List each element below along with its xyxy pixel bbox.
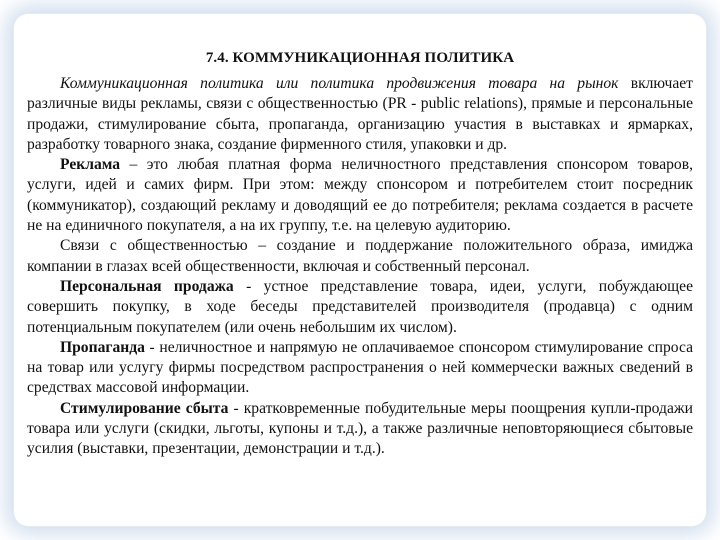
personal-selling-text: - устное представление товара, идеи, услуги, побуждающее совершить покупку, в ходе беседы представителей производителя (продавца) с одним потенциальным покупателем (или очень небольшим их числом).	[27, 277, 694, 336]
term-propaganda: Пропаганда	[60, 338, 145, 356]
paragraph-personal-selling	[27, 277, 693, 338]
advertising-text: – это любая платная форма неличностного представления спонсором товаров, услуги, идей и самих фирм. При этом: между спонсором и потребителем стоит посредник (коммуникатор), создающий рекламу и доводящий ее до потребителя; реклама создается в расчете не на единичного покупателя, а на их группу, т.е. на целевую аудиторию.	[27, 156, 693, 235]
paragraph-propaganda	[27, 338, 693, 399]
term-personal-selling: Персональная продажа	[60, 277, 234, 295]
page-title: 7.4. КОММУНИКАЦИОННАЯ ПОЛИТИКА	[205, 50, 515, 66]
propaganda-text: - неличностное и напрямую не оплачиваемое спонсором стимулирование спроса на товар или услугу фирмы посредством распространения о ней коммерчески важных сведений в средствах массовой информации.	[27, 338, 693, 397]
intro-text: включает различные виды рекламы, связи с общественностью (PR - public relations), прямые и персональные продажи, стимулирование сбыта, пропаганда, организацию участия в выставках и ярмарках, разработку товарного знака, создание фирменного стиля, упаковки и др.	[27, 75, 693, 153]
term-advertising: Реклама	[60, 156, 121, 174]
paragraph-sales-promotion	[27, 399, 693, 460]
paragraph-intro	[27, 74, 693, 155]
term-sales-promotion: Стимулирование сбыта	[60, 399, 229, 417]
body-text	[27, 50, 693, 460]
public-relations-text: Связи с общественностью – создание и поддержание положительного образа, имиджа компании в глазах всей общественности, включая и собственный персонал.	[27, 237, 693, 275]
intro-lead: Коммуникационная политика или политика продвижения товара на рынок	[60, 75, 619, 92]
paragraph-advertising	[27, 155, 693, 236]
paragraph-public-relations	[27, 236, 693, 277]
sales-promotion-text: - кратковременные побудительные меры поощрения купли-продажи товара или услуги (скидки, льготы, купоны и т.д.), а также различные неповторяющиеся сбытовые усилия (выставки, презентации, демонстрации и т.д.).	[27, 399, 693, 458]
